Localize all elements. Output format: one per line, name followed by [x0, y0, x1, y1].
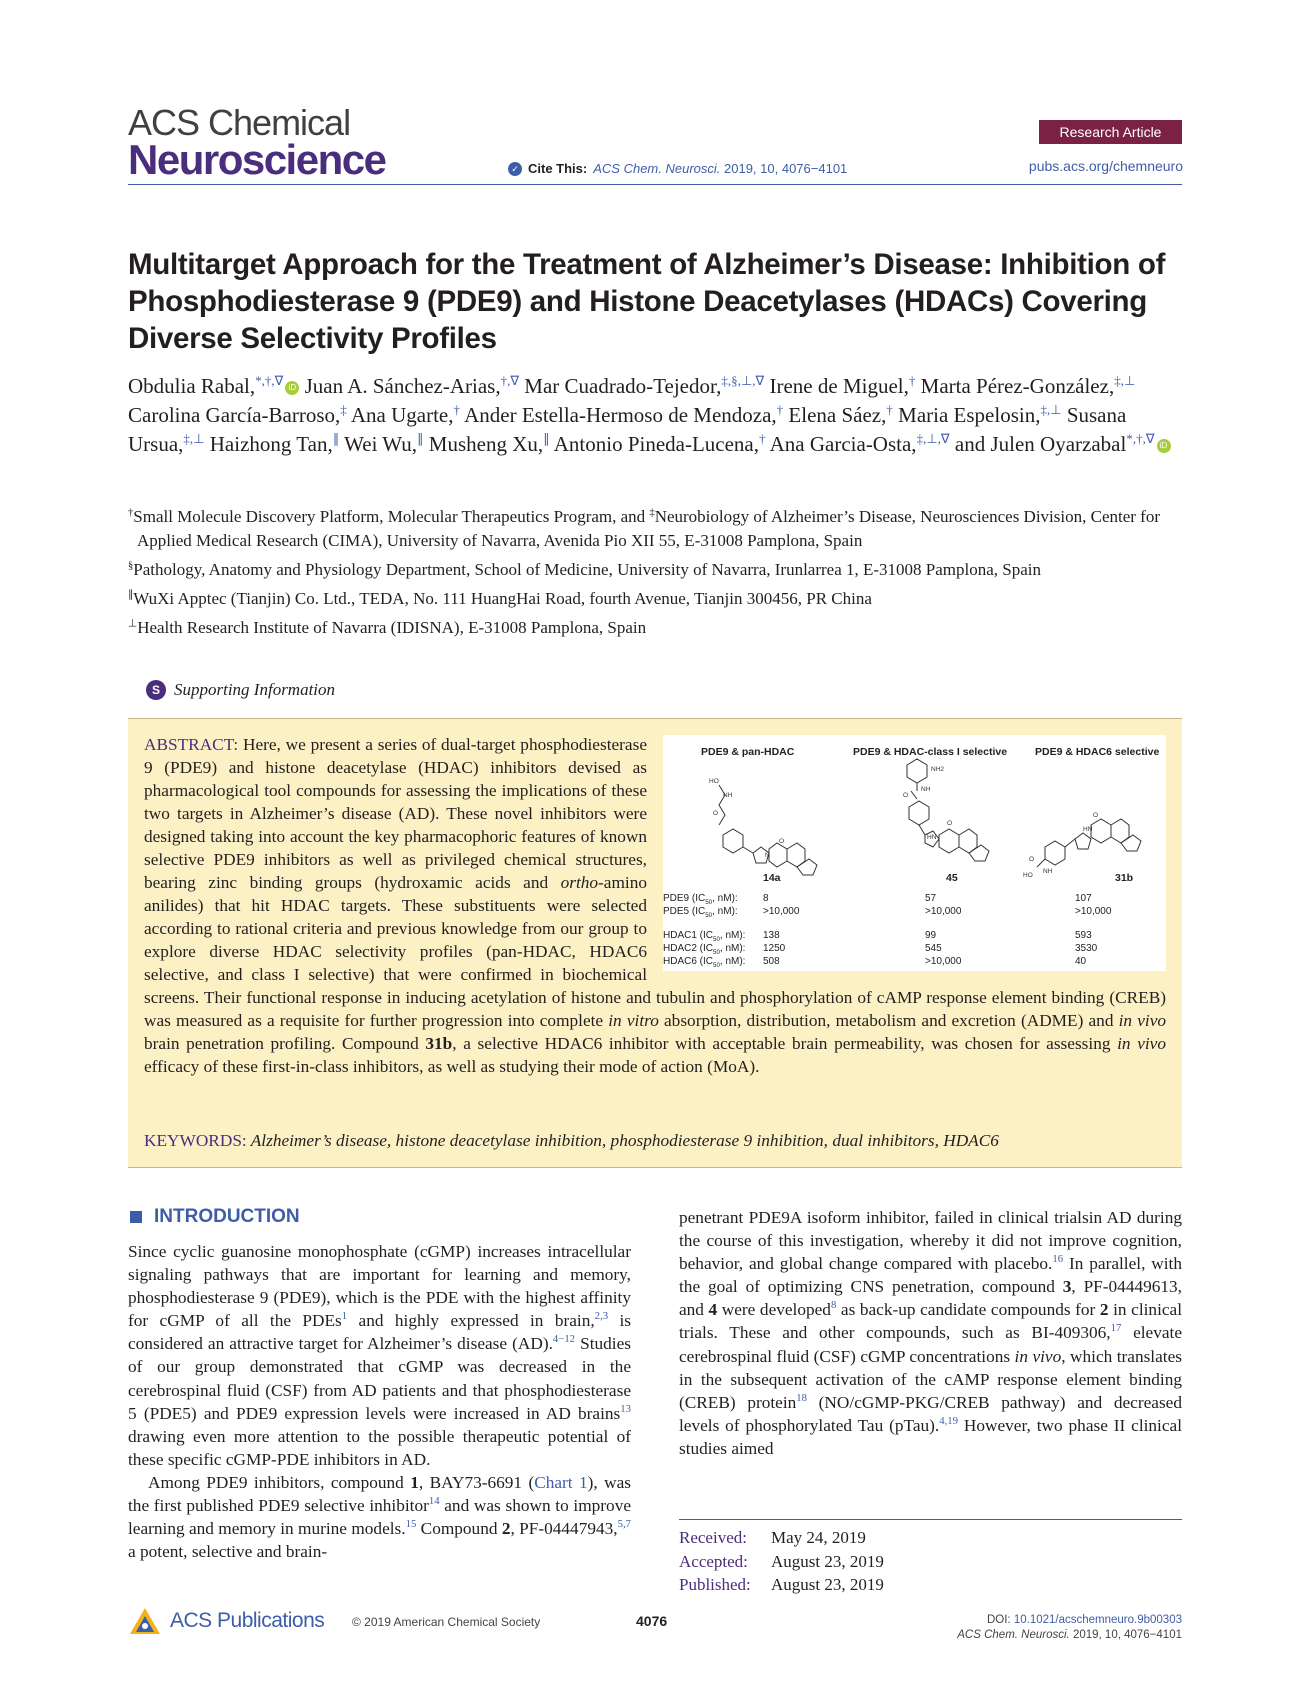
author: Susana Ursua,	[128, 403, 1127, 456]
toc-value: 3530	[1075, 943, 1098, 954]
abstract-box	[128, 718, 1182, 1168]
orcid-icon[interactable]: iD	[1157, 439, 1171, 453]
author: Irene de Miguel,	[769, 374, 909, 398]
author-affiliation-marks: *,†,∇	[255, 373, 284, 388]
article-type-badge: Research Article	[1039, 120, 1182, 144]
copyright: © 2019 American Chemical Society	[352, 1615, 541, 1629]
journal-name-line2: Neuroscience	[128, 136, 386, 183]
accepted-date: August 23, 2019	[771, 1551, 884, 1571]
toc-heading: PDE9 & HDAC6 selective	[1035, 746, 1160, 758]
section-marker-icon	[130, 1211, 142, 1223]
toc-value: 545	[925, 943, 942, 954]
svg-text:HO: HO	[709, 778, 719, 785]
author: Antonio Pineda-Lucena,	[553, 432, 760, 456]
toc-value: >10,000	[1075, 906, 1112, 917]
acs-emblem-icon	[128, 1606, 162, 1636]
cite-this[interactable]	[508, 161, 847, 176]
journal-url-link[interactable]: pubs.acs.org/chemneuro	[1028, 158, 1183, 174]
keywords-list: Alzheimer’s disease, histone deacetylase inhibition, phosphodiesterase 9 inhibition, dual inhibitors, HDAC6	[246, 1131, 999, 1150]
toc-value: 107	[1075, 893, 1092, 904]
cite-label: Cite This:	[528, 161, 588, 176]
compound-label: 45	[946, 872, 958, 884]
svg-text:HN: HN	[1083, 826, 1093, 833]
author: Ana Garcia-Osta,	[769, 432, 917, 456]
author-affiliation-marks: ‡,§,⊥,∇	[721, 373, 765, 388]
affiliation: §Pathology, Anatomy and Physiology Department, School of Medicine, University of Navarra, Irunlarrea 1, E-31008 Pamplona, Spain	[128, 560, 1042, 579]
svg-text:N: N	[765, 852, 770, 859]
author: Marta Pérez-González,	[920, 374, 1115, 398]
supporting-information-link[interactable]	[146, 680, 335, 700]
paragraph: Since cyclic guanosine monophosphate (cGMP) increases intracellular signaling pathways that are important for learning and memory, phosphodiesterase 9 (PDE9), which is the PDE with the highest affinity for cGMP of all the PDEs$^1$ and highly expressed in brain,$^{2,3}$ is considered an attractive target for Alzheimer’s disease (AD).$^{4-12}$ Studies of our group demonstrated that cGMP was decreased in the cerebrospinal fluid (CSF) from AD patients and that phosphodiesterase 5 (PDE5) and PDE9 expression levels were increased in AD brains$^{13}$ drawing even more attention to the possible therapeutic potential of these specific cGMP-PDE inhibitors in AD.	[128, 1242, 632, 1469]
journal-logo	[128, 102, 386, 183]
svg-text:HN: HN	[927, 834, 937, 841]
author-affiliation-marks: ∥	[332, 431, 340, 446]
author-affiliation-marks: †,∇	[500, 373, 520, 388]
author: Ana Ugarte,	[350, 403, 454, 427]
toc-value: 593	[1075, 930, 1092, 941]
toc-value: 57	[925, 893, 937, 904]
supporting-info-icon: S	[146, 680, 166, 700]
author-affiliation-marks: ‡	[340, 402, 347, 417]
author-affiliation-marks: ∥	[417, 431, 424, 446]
published-label: Published:	[679, 1575, 751, 1594]
keywords-heading: KEYWORDS:	[144, 1131, 247, 1150]
acs-publications-logo[interactable]: ACS Publications	[128, 1606, 324, 1636]
affiliations	[128, 505, 1188, 645]
author-affiliation-marks: ‡,⊥	[183, 431, 205, 446]
author: Maria Espelosin,	[898, 403, 1041, 427]
author-affiliation-marks: †	[886, 402, 893, 417]
body-column-left	[128, 1240, 631, 1563]
journal-name-line1: ACS Chemical	[128, 102, 351, 143]
keywords	[144, 1129, 1166, 1152]
author-affiliation-marks: †	[908, 373, 916, 388]
toc-value: 508	[763, 956, 780, 967]
author: Mar Cuadrado-Tejedor,	[524, 374, 722, 398]
body-column-right	[679, 1206, 1182, 1460]
author: Elena Sáez,	[788, 403, 887, 427]
svg-text:O: O	[1029, 856, 1035, 863]
svg-text:O: O	[779, 838, 785, 845]
author: Musheng Xu,	[428, 432, 544, 456]
compound-label: 14a	[763, 872, 781, 884]
toc-row-label: HDAC2 ($IC_{50}$, nM):	[663, 943, 746, 956]
author: Obdulia Rabal,	[128, 374, 256, 398]
doi-link[interactable]: 10.1021/acschemneuro.9b00303	[1013, 1614, 1182, 1626]
received-label: Received:	[679, 1528, 747, 1547]
toc-row-label: HDAC6 ($IC_{50}$, nM):	[663, 956, 746, 969]
author-affiliation-marks: †	[453, 402, 460, 417]
paragraph: Among PDE9 inhibitors, compound 1, BAY73-6691 (Chart 1), was the first published PDE9 selective inhibitor$^{14}$ and was shown to improve learning and memory in murine models.$^{15}$ Compound 2, PF-04447943,$^{5,7}$ a potent, selective and brain-	[128, 1472, 632, 1562]
svg-text:O: O	[947, 820, 953, 827]
svg-text:NH: NH	[723, 792, 733, 799]
author-affiliation-marks: *,†,∇	[1126, 431, 1155, 446]
orcid-icon[interactable]: iD	[285, 381, 299, 395]
supporting-info-label: Supporting Information	[174, 680, 336, 699]
toc-graphic	[663, 735, 1166, 971]
toc-value: 138	[763, 930, 780, 941]
svg-text:O: O	[1093, 812, 1099, 819]
accepted-label: Accepted:	[679, 1551, 748, 1571]
toc-value: >10,000	[925, 906, 962, 917]
toc-value: >10,000	[763, 906, 800, 917]
toc-row-label: PDE9 ($IC_{50}$, nM):	[663, 893, 738, 906]
chemical-structures	[663, 753, 1166, 883]
author: Carolina García-Barroso,	[128, 403, 341, 427]
affiliation: †Small Molecule Discovery Platform, Molecular Therapeutics Program, and ‡Neurobiology of Alzheimer’s Disease, Neurosciences Division, Center for Applied Medical Research (CIMA), University of Navarra, Avenida Pio XII 55, E-31008 Pamplona, Spain	[128, 507, 1161, 550]
page-number: 4076	[636, 1613, 668, 1629]
toc-value: 40	[1075, 956, 1087, 967]
svg-text:O: O	[903, 792, 909, 799]
abstract-heading: ABSTRACT:	[144, 735, 239, 754]
affiliation: ∥WuXi Apptec (Tianjin) Co. Ltd., TEDA, No. 111 HuangHai Road, fourth Avenue, Tianjin 300456, PR China	[128, 589, 872, 608]
author-affiliation-marks: ‡,⊥	[1040, 402, 1062, 417]
author: Juan A. Sánchez-Arias,	[304, 374, 501, 398]
received-date: May 24, 2019	[771, 1528, 866, 1547]
author: and Julen Oyarzabal	[954, 432, 1127, 456]
author-affiliation-marks: †	[776, 402, 784, 417]
toc-value: 99	[925, 930, 937, 941]
author: Haizhong Tan,	[209, 432, 333, 456]
svg-text:NH2: NH2	[931, 766, 945, 773]
author: Ander Estella-Hermoso de Mendoza,	[464, 403, 777, 427]
affiliation: ⊥Health Research Institute of Navarra (IDISNA), E-31008 Pamplona, Spain	[128, 618, 647, 637]
abstract-text: PDE9 & pan-HDAC PDE9 & HDAC-class I selective PDE9 & HDAC6 selective HO NH O O N NH NH2 O O HN HO NH O O HN 14a 45 31b PDE9 ($IC_{50}$, nM): 8 57 107 PDE5 ($IC_{50}$, nM): >10,000 >10,000 >10,000 HDAC1 ($IC_{50}$, nM): 138 99 593 HDAC2 ($IC_{50}$, nM): 1250 545 3530 HDAC6 ($IC_{50}$, nM): 508 >10,000 40 ABSTRACT: Here, we present a series of dual-target phosphodiesterase 9 (PDE9) and histone deacetylase (HDAC) inhibitors devised as pharmacological tool compounds for assessing the implications of these two targets in Alzheimer’s disease (AD). These novel inhibitors were designed taking into account the key pharmacophoric features of known selective PDE9 inhibitors as well as privileged chemical structures, bearing zinc binding groups (hydroxamic acids and ortho-amino anilides) that hit HDAC targets. These substituents were selected according to rational criteria and previous knowledge from our group to explore diverse HDAC selectivity profiles (pan-HDAC, HDAC6 selective, and class I selective) that were confirmed in biochemical screens. Their functional response in inducing acetylation of histone and tubulin and phosphorylation of cAMP response element binding (CREB) was measured as a requisite for further progression into complete in vitro absorption, distribution, metabolism and excretion (ADME) and in vivo brain penetration profiling. Compound 31b, a selective HDAC6 inhibitor with acceptable brain permeability, was chosen for assessing in vivo efficacy of these first-in-class inhibitors, as well as studying their mode of action (MoA).	[144, 735, 1167, 1076]
toc-value: 8	[763, 893, 769, 904]
published-date: August 23, 2019	[771, 1575, 884, 1594]
toc-heading: PDE9 & pan-HDAC	[701, 746, 795, 758]
toc-row-label: HDAC1 ($IC_{50}$, nM):	[663, 930, 746, 943]
publication-dates	[679, 1519, 1182, 1597]
chart-link[interactable]: Chart 1	[534, 1472, 588, 1492]
svg-text:NH: NH	[1043, 868, 1053, 875]
cite-reference[interactable]: ACS Chem. Neurosci. 2019, 10, 4076−4101	[593, 161, 848, 176]
compound-label: 31b	[1115, 872, 1134, 884]
svg-text:O: O	[713, 810, 719, 817]
toc-value: >10,000	[925, 956, 962, 967]
paragraph: penetrant PDE9A isoform inhibitor, failed in clinical trialsin AD during the course of this investigation, whereby it did not improve cognition, behavior, and global change compared with placebo.$^{16}$ In parallel, with the goal of optimizing CNS penetration, compound 3, PF-04449613, and 4 were developed$^8$ as back-up candidate compounds for 2 in clinical trials. These and other compounds, such as BI-409306,17 elevate cerebrospinal fluid (CSF) cGMP concentrations in vivo, which translates in the subsequent activation of the cAMP response element binding (CREB) protein$^{18}$ (NO/cGMP-PKG/CREB pathway) and decreased levels of phosphorylated Tau (pTau).$^{4,19}$ However, two phase II clinical studies aimed	[679, 1208, 1183, 1458]
section-heading-introduction: INTRODUCTION	[130, 1206, 300, 1228]
check-icon: ✓	[508, 162, 522, 176]
svg-text:NH: NH	[921, 786, 931, 793]
doi-citation: DOI: 10.1021/acschemneuro.9b00303 ACS Chem. Neurosci. 2019, 10, 4076−4101	[957, 1614, 1182, 1641]
author-affiliation-marks: ‡,⊥,∇	[916, 431, 950, 446]
author-list	[128, 372, 1188, 459]
author-affiliation-marks: †	[759, 431, 766, 446]
author-affiliation-marks: ‡,⊥	[1114, 373, 1136, 388]
author-affiliation-marks: ∥	[543, 431, 550, 446]
toc-row-label: PDE5 ($IC_{50}$, nM):	[663, 906, 738, 919]
author: Wei Wu,	[344, 432, 418, 456]
article-title: Multitarget Approach for the Treatment of Alzheimer’s Disease: Inhibition of Phosphodiesterase 9 (PDE9) and Histone Deacetylases (HDACs) Covering Diverse Selectivity Profiles	[128, 248, 1166, 355]
toc-heading: PDE9 & HDAC-class I selective	[853, 746, 1008, 758]
svg-text:HO: HO	[1023, 872, 1033, 879]
toc-value: 1250	[763, 943, 786, 954]
header-divider	[128, 184, 1182, 185]
